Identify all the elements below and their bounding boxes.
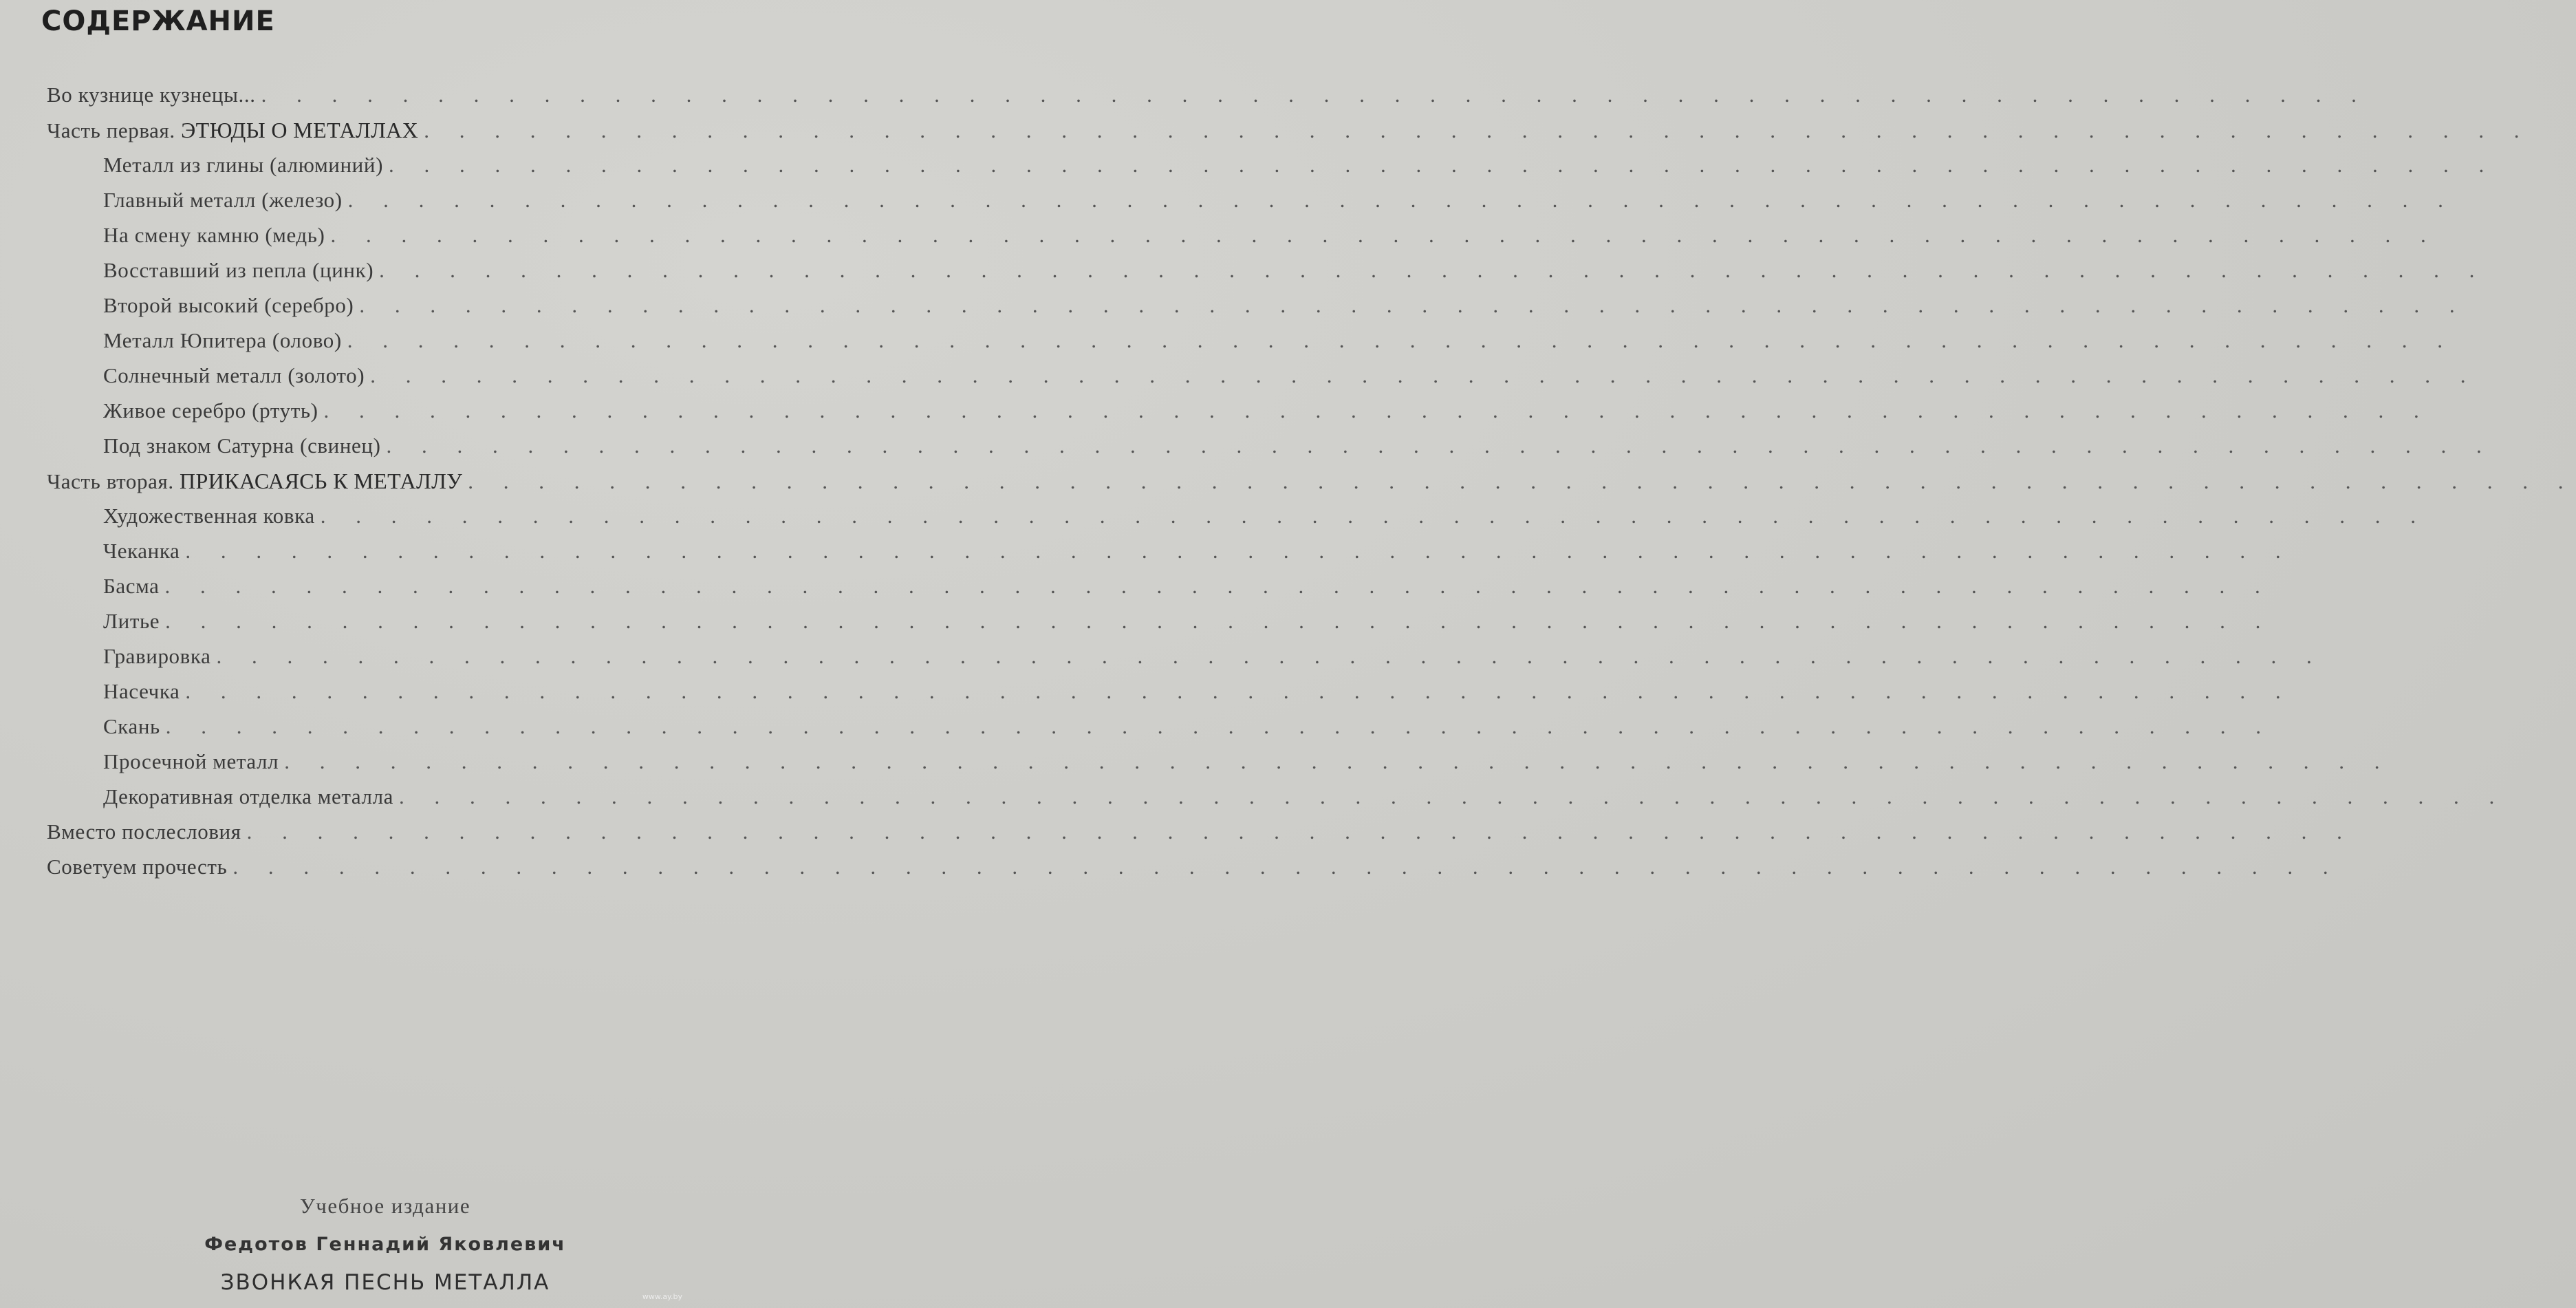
toc-entry (103, 293, 2467, 328)
watermark: www.ay.by (642, 1292, 682, 1301)
toc-entry-text: Восставший из пепла (цинк) (103, 258, 374, 282)
toc-entry-label (103, 714, 160, 739)
toc-entry-label (103, 749, 279, 774)
toc-entry-label (103, 784, 393, 809)
dot-leader: . . . . . . . . . . . . . . . . . . . . . . . . . . . . . . . . . . . . . . . . . . . . . . . . . . . . . . . . . . . . (468, 469, 2576, 493)
toc-entry-label (103, 609, 160, 634)
toc-entry-label (103, 293, 354, 318)
toc-entry (103, 749, 2392, 784)
dot-leader: . . . . . . . . . . . . . . . . . . . . . . . . . . . . . . . . . . . . . . . . . . . . . . . . . . . . . . . . . . . . (185, 539, 2293, 563)
toc-entry (103, 679, 2293, 714)
toc-entry-text: Советуем прочесть (47, 855, 228, 879)
dot-leader: . . . . . . . . . . . . . . . . . . . . . . . . . . . . . . . . . . . . . . . . . . . . . . . . . . . . . . . . . . . . (330, 223, 2438, 247)
dot-leader: . . . . . . . . . . . . . . . . . . . . . . . . . . . . . . . . . . . . . . . . . . . . . . . . . . . . . . . . . . . . (386, 433, 2494, 458)
toc-entry-label (103, 328, 342, 353)
toc-entry-label (47, 118, 418, 143)
toc-entry-label (103, 644, 210, 669)
toc-entry-label (47, 855, 227, 879)
toc-part-title: ПРИКАСАЯСЬ К МЕТАЛЛУ (180, 469, 463, 493)
dot-leader: . . . . . . . . . . . . . . . . . . . . . . . . . . . . . . . . . . . . . . . . . . . . . . . . . . . . . . . . . . . . (347, 328, 2456, 352)
toc-entry-text: Во кузнице кузнецы... (47, 83, 256, 107)
toc-entry-label (47, 819, 241, 844)
toc-entry (103, 188, 2456, 222)
toc-entry (103, 258, 2487, 292)
toc-entry-label (103, 574, 159, 599)
toc-entry (103, 784, 2507, 819)
toc-entry-text: Художественная ковка (103, 504, 315, 528)
dot-leader: . . . . . . . . . . . . . . . . . . . . . . . . . . . . . . . . . . . . . . . . . . . . . . . . . . . . . . . . . . . . (232, 855, 2341, 879)
toc-entry-label (47, 83, 256, 107)
dot-leader: . . . . . . . . . . . . . . . . . . . . . . . . . . . . . . . . . . . . . . . . . . . . . . . . . . . . . . . . . . . . (216, 644, 2324, 668)
dot-leader: . . . . . . . . . . . . . . . . . . . . . . . . . . . . . . . . . . . . . . . . . . . . . . . . . . . . . . . . . . . . (165, 609, 2273, 633)
toc-entry-text: Металл из глины (алюминий) (103, 153, 383, 177)
toc-entry (103, 153, 2497, 187)
toc-entry-text: Вместо послесловия (47, 819, 241, 844)
toc-entry-text: Солнечный металл (золото) (103, 363, 365, 387)
toc-entry (47, 819, 2355, 854)
toc-entry-label (103, 363, 365, 388)
dot-leader: . . . . . . . . . . . . . . . . . . . . . . . . . . . . . . . . . . . . . . . . . . . . . . . . . . . . . . . . . . . . (284, 749, 2392, 773)
toc-entry-label (103, 188, 343, 213)
dot-leader: . . . . . . . . . . . . . . . . . . . . . . . . . . . . . . . . . . . . . . . . . . . . . . . . . . . . . . . . . . . . (347, 188, 2456, 212)
toc-entry-label (47, 469, 462, 494)
toc-entry-text: Главный металл (железо) (103, 188, 343, 212)
toc-entry-text: Литье (103, 609, 160, 633)
toc-entry-text: Металл Юпитера (олово) (103, 328, 342, 352)
toc-entry-label (103, 433, 381, 458)
toc-entry-text: Часть вторая. (47, 469, 180, 493)
toc-entry (103, 644, 2324, 678)
toc-entry-text: Насечка (103, 679, 180, 703)
dot-leader: . . . . . . . . . . . . . . . . . . . . . . . . . . . . . . . . . . . . . . . . . . . . . . . . . . . . . . . . . . . . (389, 153, 2497, 177)
toc-part-title: ЭТЮДЫ О МЕТАЛЛАХ (181, 118, 419, 142)
edition-type: Учебное издание (299, 1194, 471, 1218)
toc-entry-text: Басма (103, 574, 160, 598)
toc-entry-text: Живое серебро (ртуть) (103, 398, 318, 422)
toc-entry-text: Гравировка (103, 644, 211, 668)
toc-entry-text: Под знаком Сатурна (свинец) (103, 433, 381, 458)
toc-entry (103, 609, 2273, 643)
toc-entry-label (103, 223, 325, 248)
toc-entry-label (103, 679, 180, 704)
dot-leader: . . . . . . . . . . . . . . . . . . . . . . . . . . . . . . . . . . . . . . . . . . . . . . . . . . . . . . . . . . . . (320, 504, 2428, 528)
dot-leader: . . . . . . . . . . . . . . . . . . . . . . . . . . . . . . . . . . . . . . . . . . . . . . . . . . . . . . . . . . . . (261, 83, 2369, 107)
toc-entry (103, 398, 2432, 433)
toc-entry-label (103, 153, 383, 178)
dot-leader: . . . . . . . . . . . . . . . . . . . . . . . . . . . . . . . . . . . . . . . . . . . . . . . . . . . . . . . . . . . . (165, 714, 2274, 738)
toc-entry-text: Скань (103, 714, 160, 738)
toc-entry-text: Чеканка (103, 539, 180, 563)
dot-leader: . . . . . . . . . . . . . . . . . . . . . . . . . . . . . . . . . . . . . . . . . . . . . . . . . . . . . . . . . . . . (399, 784, 2507, 808)
dot-leader: . . . . . . . . . . . . . . . . . . . . . . . . . . . . . . . . . . . . . . . . . . . . . . . . . . . . . . . . . . . . (370, 363, 2478, 387)
author-name: Федотов Геннадий Яковлевич (204, 1234, 566, 1255)
dot-leader: . . . . . . . . . . . . . . . . . . . . . . . . . . . . . . . . . . . . . . . . . . . . . . . . . . . . . . . . . . . . (359, 293, 2467, 317)
toc-entry-label (103, 398, 318, 423)
toc-entry (103, 574, 2273, 608)
toc-entry (103, 433, 2494, 468)
toc-entry (103, 714, 2274, 749)
toc-entry-label (103, 539, 180, 564)
toc-entry-text: Второй высокий (серебро) (103, 293, 354, 317)
toc-entry-text: Часть первая. (47, 118, 182, 142)
book-title: ЗВОНКАЯ ПЕСНЬ МЕТАЛЛА (220, 1270, 550, 1295)
toc-entry-text: Просечной металл (103, 749, 279, 773)
toc-entry-text: На смену камню (медь) (103, 223, 325, 247)
dot-leader: . . . . . . . . . . . . . . . . . . . . . . . . . . . . . . . . . . . . . . . . . . . . . . . . . . . . . . . . . . . . (379, 258, 2487, 282)
dot-leader: . . . . . . . . . . . . . . . . . . . . . . . . . . . . . . . . . . . . . . . . . . . . . . . . . . . . . . . . . . . . (323, 398, 2432, 422)
toc-entry (47, 469, 2576, 503)
dot-leader: . . . . . . . . . . . . . . . . . . . . . . . . . . . . . . . . . . . . . . . . . . . . . . . . . . . . . . . . . . . . (164, 574, 2273, 598)
dot-leader: . . . . . . . . . . . . . . . . . . . . . . . . . . . . . . . . . . . . . . . . . . . . . . . . . . . . . . . . . . . . (185, 679, 2293, 703)
toc-entry-label (103, 504, 315, 528)
toc-entry (103, 363, 2478, 398)
toc-entry-label (103, 258, 374, 283)
toc-entry (47, 118, 2532, 152)
contents-heading: СОДЕРЖАНИЕ (41, 6, 275, 37)
toc-entry (47, 855, 2341, 889)
toc-entry (103, 328, 2456, 363)
toc-entry-text: Декоративная отделка металла (103, 784, 394, 808)
dot-leader: . . . . . . . . . . . . . . . . . . . . . . . . . . . . . . . . . . . . . . . . . . . . . . . . . . . . . . . . . . . . (246, 819, 2355, 844)
toc-entry (103, 223, 2438, 257)
toc-entry (103, 504, 2428, 538)
toc-entry (103, 539, 2293, 573)
dot-leader: . . . . . . . . . . . . . . . . . . . . . . . . . . . . . . . . . . . . . . . . . . . . . . . . . . . . . . . . . . . . (424, 118, 2532, 142)
toc-entry (47, 83, 2369, 117)
